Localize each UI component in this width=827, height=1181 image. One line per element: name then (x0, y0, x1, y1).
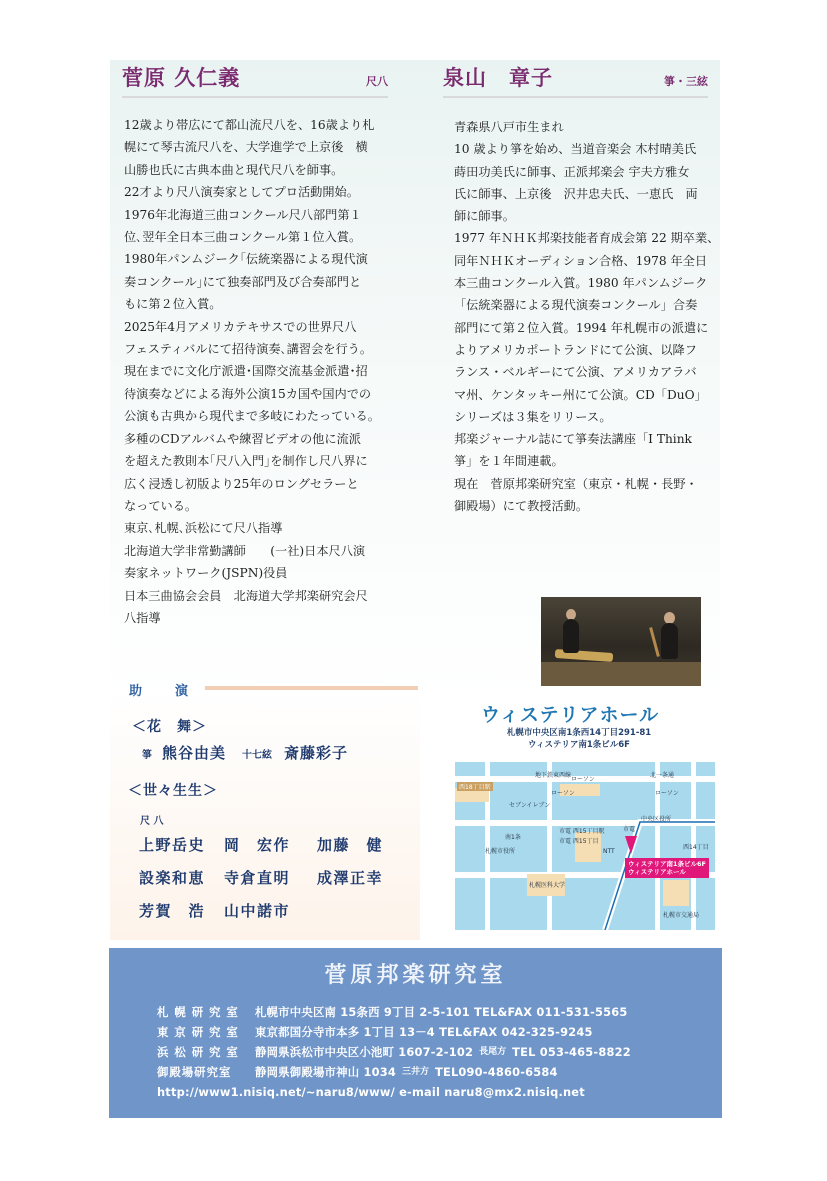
bio-line: 日本三曲協会会員 北海道大学邦楽研究会尺 (124, 588, 368, 603)
member-name: 加藤 健 (317, 836, 384, 854)
map-label: ローソン (551, 790, 575, 797)
stage-floor (541, 662, 701, 686)
map-label: セブンイレブン (509, 802, 551, 809)
map-label: NTT (603, 848, 615, 855)
bio-line: 「伝統楽器による現代演奏コンクール」合奏 (454, 298, 698, 313)
map-label: 北一条通 (650, 772, 675, 779)
bio-line: 青森県八戸市生まれ (454, 120, 564, 134)
bio-line: シリーズは３集をリリース。 (454, 409, 612, 424)
bio-line: 1976年北海道三曲コンクール尺八部門第１ (124, 207, 362, 222)
website-and-email[interactable]: http://www1.nisiq.net/~naru8/www/ e-mail naru8@mx2.nisiq.net (157, 1085, 585, 1099)
shakuhachi-members (139, 834, 407, 921)
performer2-instrument: 箏・三絃 (664, 75, 708, 88)
hana-heading: ＜花 舞＞ (132, 719, 207, 735)
member-name: 山中諾市 (224, 902, 291, 920)
member-name: 岡 宏作 (224, 836, 291, 854)
shakuhachi-label (140, 812, 163, 827)
bio-line: よりアメリカポートランドにて公演、以降フ (454, 342, 697, 357)
contact-row-sapporo (157, 1002, 631, 1022)
map-label: 札幌医科大学 (529, 882, 566, 889)
contact-label: 札 幌 研 究 室 (157, 1005, 239, 1019)
bio-line: 箏」を１年間連載。 (454, 454, 564, 469)
map-label: 中央区役所 (641, 816, 672, 823)
map-label: 市電 西15丁目 (559, 838, 599, 845)
contact-label: 御殿場研究室 (157, 1065, 232, 1079)
bio-line: もに第２位入賞。 (124, 297, 222, 312)
map-label: ローソン (571, 776, 595, 783)
support-title: 助 演 (129, 684, 199, 699)
performer2-bio (454, 116, 724, 517)
member-name: 設楽和恵 (139, 869, 206, 887)
bio-line: 北海道大学非常勤講師 (一社)日本尺八演 (124, 543, 366, 558)
bio-line: 待演奏などによる海外公演15カ国や国内での (124, 386, 372, 401)
venue-marker-line2: ウィステリアホール (628, 868, 686, 876)
venue-marker-line1: ウィステリア南1条ビル6F (628, 860, 706, 868)
bio-line: 奏コンクール｣にて独奏部門及び合奏部門と (124, 274, 362, 289)
map-label: 市電 (623, 826, 636, 833)
bio-line: 邦楽ジャーナル誌にて箏奏法講座「I Think (454, 432, 692, 447)
bio-line: 現在 菅原邦楽研究室（東京・札幌・長野・ (454, 476, 698, 491)
shakuhachi-label-text: 尺 八 (140, 816, 164, 827)
map-label: 西18丁目駅 (459, 784, 491, 791)
venue-title: ウィステリアホール (481, 704, 660, 726)
bio-line: フェスティバルにて招待演奏､講習会を行う。 (124, 342, 373, 357)
bio-line: 多種のCDアルバムや練習ビデオの他に流派 (124, 431, 361, 446)
contact-text: 静岡県浜松市中央区小池町 1607-2-102 (255, 1045, 474, 1059)
koto-performer: 熊谷由美 (162, 744, 227, 762)
shakuhachi-instrument (649, 627, 660, 657)
bio-line: 山勝也氏に古典本曲と現代尺八を師事。 (124, 162, 344, 177)
map-label: 札幌市交通局 (663, 912, 700, 919)
map-label: ローソン (655, 790, 679, 797)
venue-map (455, 762, 715, 930)
member-name: 寺倉直明 (224, 869, 291, 887)
bio-line: 師に師事。 (454, 209, 515, 224)
bio-line: 10 歳より箏を始め、当道音楽会 木村晴美氏 (454, 142, 697, 157)
koto-label: 箏 (142, 750, 152, 761)
member-name: 芳賀 浩 (139, 902, 206, 920)
contact-row-tokyo (157, 1022, 631, 1042)
bio-line: 2025年4月アメリカテキサスでの世界尺八 (124, 319, 357, 334)
member-name: 上野岳史 (139, 836, 206, 854)
contact-note: 長尾方 (479, 1047, 507, 1057)
koto-player (563, 619, 579, 653)
performer1-instrument: 尺八 (366, 75, 388, 88)
bio-line: 八指導 (124, 610, 161, 625)
performer2-header (443, 64, 708, 98)
footer-panel (109, 948, 722, 1118)
contact-row-hamamatsu (157, 1042, 631, 1062)
footer-contacts (157, 1002, 631, 1102)
bio-line: なっている。 (124, 498, 198, 513)
bio-line: 同年ＮＨＫオーディション合格、1978 年全日 (454, 253, 708, 268)
bio-line: 1977 年ＮＨＫ邦楽技能者育成会第 22 期卒業、 (454, 231, 720, 246)
contact-note: 三井方 (401, 1067, 429, 1077)
performance-photo (541, 597, 701, 686)
bio-line: 1980年パンムジーク｢伝統楽器による現代演 (124, 252, 368, 267)
bio-line: 幌にて琴古流尺八を、大学進学で上京後 横 (124, 140, 368, 155)
bio-line: 12歳より帯広にて都山流尺八を、16歳より札 (124, 118, 375, 132)
seze-heading: ＜世々生生＞ (128, 783, 218, 799)
performer1-header (122, 64, 388, 98)
bio-line: 22才より尺八演奏家としてプロ活動開始。 (124, 185, 359, 200)
contact-text: 札幌市中央区南 15条西 9丁目 2-5-101 TEL&FAX 011-531-5565 (255, 1005, 628, 1019)
bio-line: 位､翌年全日本三曲コンクール第１位入賞。 (124, 230, 362, 245)
contact-label: 浜 松 研 究 室 (157, 1045, 239, 1059)
contact-phone: TEL 053-465-8822 (512, 1045, 631, 1059)
bio-line: を超えた教則本｢尺八入門｣を制作し尺八界に (124, 454, 368, 469)
bio-line: 本三曲コンクール入賞。1980 年パンムジーク (454, 276, 708, 291)
map-label: 札幌市役所 (485, 848, 516, 855)
bio-line: 氏に師事、上京後 沢井忠夫氏、一恵氏 両 (454, 186, 698, 201)
map-label: 南1条 (505, 834, 521, 841)
support-divider (205, 686, 418, 690)
jushichi-label: 十七絃 (242, 750, 273, 761)
jushichi-performer: 斎藤彩子 (284, 744, 349, 762)
map-label: 西14丁目 (683, 844, 709, 851)
contact-phone: TEL090-4860-6584 (435, 1065, 558, 1079)
bio-line: 広く浸透し初版より25年のロングセラーと (124, 476, 359, 491)
contact-label: 東 京 研 究 室 (157, 1025, 239, 1039)
contact-text: 静岡県御殿場市神山 1034 (255, 1065, 396, 1079)
bio-line: マ州、ケンタッキー州にて公演。CD「DuO」 (454, 387, 707, 402)
bio-line: 奏家ネットワーク(JSPN)役員 (124, 566, 288, 581)
venue-marker (625, 858, 709, 878)
map-label: 市電 西15丁目駅 (559, 828, 605, 835)
venue-address (494, 727, 664, 751)
performer2-name: 泉山 章子 (443, 65, 553, 90)
contact-row-gotemba (157, 1062, 631, 1082)
member-name: 成澤正幸 (317, 869, 384, 887)
performer1-bio (124, 114, 409, 629)
bio-line: ランス・ベルギーにて公演、アメリカアラバ (454, 365, 697, 380)
map-label: 地下鉄東西線 (535, 772, 572, 779)
contact-url-row (157, 1082, 631, 1102)
venue-address-line2: ウィステリア南1条ビル6F (528, 740, 630, 750)
hana-performers (142, 742, 348, 763)
footer-title: 菅原邦楽研究室 (324, 963, 507, 988)
bio-line: 部門にて第２位入賞。1994 年札幌市の派遣に (454, 320, 709, 335)
venue-address-line1: 札幌市中央区南1条西14丁目291-81 (506, 728, 652, 738)
performer1-name: 菅原 久仁義 (122, 65, 241, 90)
bio-line: 現在までに文化庁派遣･国際交流基金派遣･招 (124, 364, 368, 379)
bio-line: 公演も古典から現代まで多岐にわたっている。 (124, 409, 380, 424)
bio-line: 御殿場）にて教授活動。 (454, 499, 589, 514)
bio-line: 蒔田功美氏に師事、正派邦楽会 宇夫方雅女 (454, 164, 690, 179)
bio-line: 東京､札幌､浜松にて尺八指導 (124, 521, 283, 536)
contact-text: 東京都国分寺市本多 1丁目 13－4 TEL&FAX 042-325-9245 (255, 1025, 593, 1039)
shakuhachi-player (661, 623, 678, 659)
